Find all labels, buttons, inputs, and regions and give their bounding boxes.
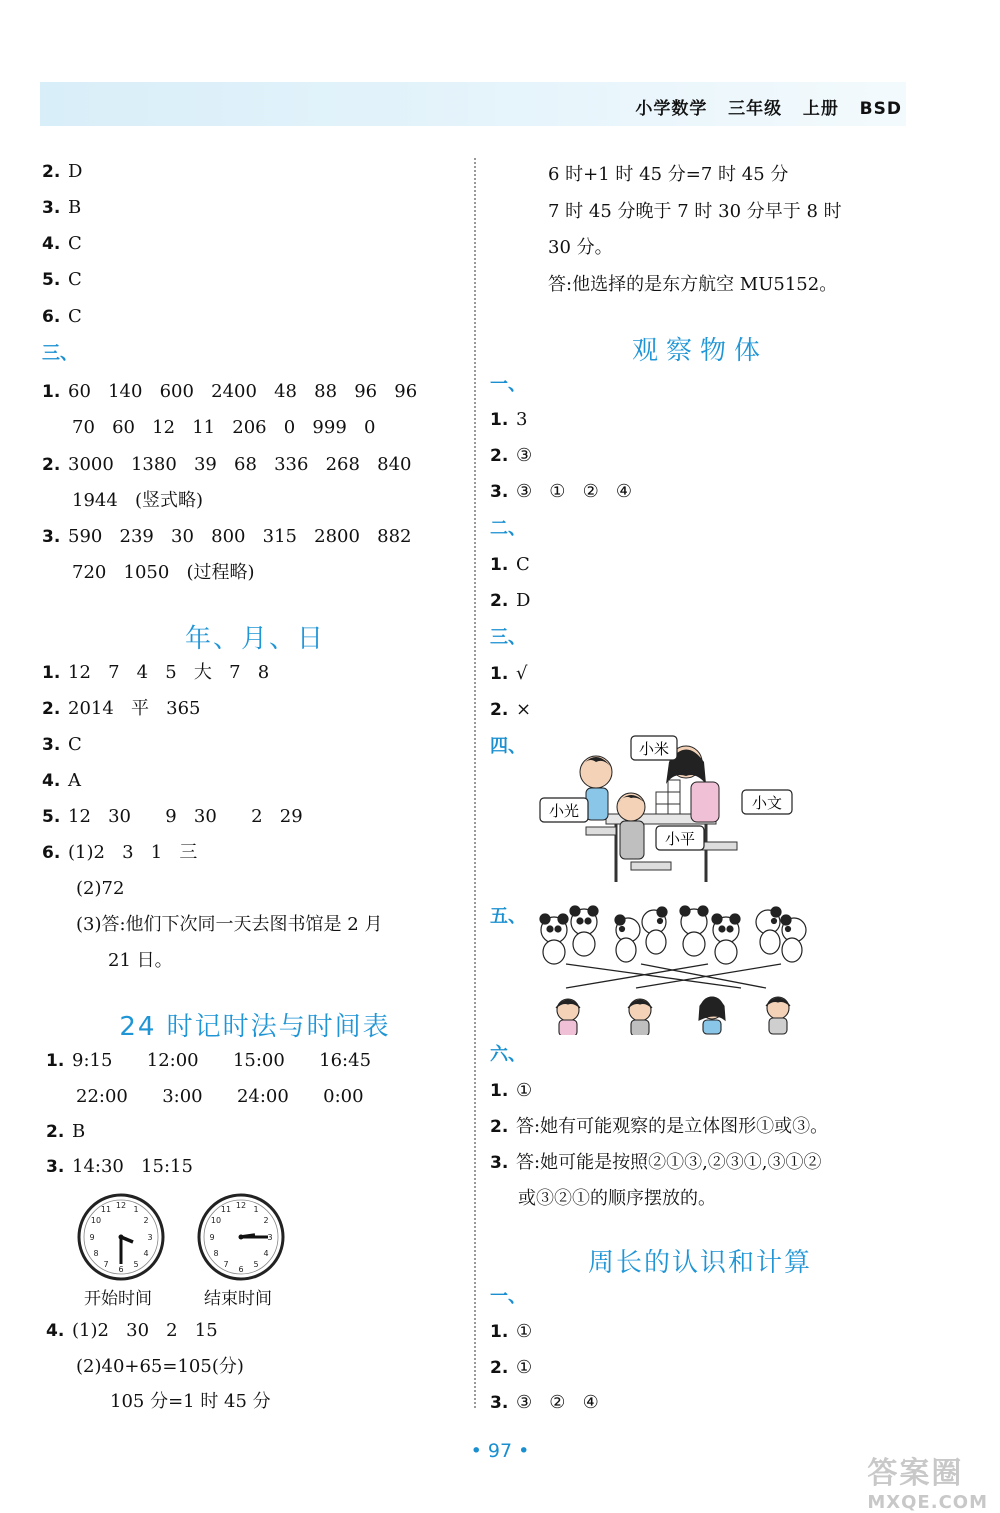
- answer-line: (2)72: [76, 878, 125, 899]
- label-xiaomi: 小米: [638, 740, 670, 758]
- answer-line: 2. ③: [490, 445, 533, 466]
- svg-text:12: 12: [115, 1201, 127, 1210]
- clock-start-label: 开始时间: [84, 1289, 152, 1309]
- answer-line: 2. D: [42, 161, 83, 182]
- svg-text:8: 8: [213, 1249, 219, 1258]
- svg-text:10: 10: [210, 1216, 222, 1225]
- svg-text:5: 5: [253, 1260, 259, 1269]
- answer-line: 30 分。: [548, 237, 613, 258]
- children-around-table-illustration: [536, 732, 806, 892]
- label-xiaoping: 小平: [664, 830, 696, 848]
- svg-text:2: 2: [263, 1216, 269, 1225]
- answer-line: 22:00 3:00 24:00 0:00: [76, 1086, 364, 1107]
- answer-line: 720 1050 (过程略): [72, 562, 255, 583]
- label-xiaowen: 小文: [751, 794, 783, 812]
- answer-line: 1. 3: [490, 409, 528, 430]
- section-title-24h: 24 时记时法与时间表: [119, 1012, 391, 1042]
- svg-text:1: 1: [133, 1205, 139, 1214]
- section-title-perimeter: 周长的认识和计算: [587, 1248, 812, 1278]
- section-marker: 一、: [490, 1286, 526, 1307]
- answer-line: 5. C: [42, 269, 82, 290]
- answer-line: 3. ③ ① ② ④: [490, 481, 633, 502]
- svg-text:7: 7: [223, 1260, 229, 1269]
- svg-text:10: 10: [90, 1216, 102, 1225]
- section-title-observe: 观察物体: [631, 336, 768, 366]
- svg-text:5: 5: [133, 1260, 139, 1269]
- svg-text:2: 2: [143, 1216, 149, 1225]
- answer-line: 6 时+1 时 45 分=7 时 45 分: [548, 164, 789, 185]
- svg-text:8: 8: [93, 1249, 99, 1258]
- answer-line: 2. D: [490, 590, 531, 611]
- answer-line: 1. 60 140 600 2400 48 88 96 96: [42, 381, 418, 402]
- svg-text:3: 3: [147, 1233, 153, 1242]
- answer-line: 6. C: [42, 306, 82, 327]
- answer-line: 3. 答:她可能是按照②①③,②③①,③①②: [490, 1152, 822, 1173]
- answer-line: 1. 12 7 4 5 大 7 8: [42, 662, 270, 683]
- section-marker: 三、: [42, 343, 78, 364]
- answer-line: 2. 2014 平 365: [42, 698, 201, 719]
- answer-line: 3. C: [42, 734, 82, 755]
- answer-line: 7 时 45 分晚于 7 时 30 分早于 8 时: [548, 201, 842, 222]
- answer-line: 答:他选择的是东方航空 MU5152。: [548, 274, 838, 295]
- answer-line: 1. ①: [490, 1080, 533, 1101]
- svg-text:6: 6: [118, 1265, 124, 1274]
- column-divider: [474, 158, 476, 1408]
- svg-text:6: 6: [238, 1265, 244, 1274]
- clock-end-label: 结束时间: [204, 1289, 272, 1309]
- svg-text:11: 11: [220, 1205, 232, 1214]
- svg-text:3: 3: [267, 1233, 273, 1242]
- svg-text:4: 4: [263, 1249, 269, 1258]
- panda-matching-illustration: [536, 900, 816, 1035]
- section-marker: 三、: [490, 627, 526, 648]
- clock-end-icon: [196, 1192, 286, 1282]
- answer-line: 1. ①: [490, 1321, 533, 1342]
- answer-line: 2. ①: [490, 1357, 533, 1378]
- answer-line: 3. B: [42, 197, 82, 218]
- svg-text:12: 12: [235, 1201, 247, 1210]
- answer-line: 4. A: [42, 770, 81, 791]
- page-number: • 97 •: [470, 1440, 530, 1462]
- answer-line: 5. 12 30 9 30 2 29: [42, 806, 303, 827]
- label-xiaoguang: 小光: [548, 802, 580, 820]
- section-marker: 五、: [490, 906, 526, 927]
- section-title-ymd: 年、月、日: [184, 624, 325, 654]
- answer-line: 或③②①的顺序摆放的。: [518, 1188, 716, 1209]
- svg-text:4: 4: [143, 1249, 149, 1258]
- answer-line: 3. 14:30 15:15: [46, 1156, 193, 1177]
- answer-line: 2. B: [46, 1121, 86, 1142]
- answer-line: 21 日。: [108, 950, 173, 971]
- section-marker: 六、: [490, 1044, 526, 1065]
- answer-line: 2. 答:她有可能观察的是立体图形①或③。: [490, 1116, 829, 1137]
- svg-text:11: 11: [100, 1205, 112, 1214]
- svg-text:7: 7: [103, 1260, 109, 1269]
- header-subject: 小学数学 三年级 上册 BSD: [635, 99, 902, 119]
- answer-line: 3. 590 239 30 800 315 2800 882: [42, 526, 412, 547]
- answer-line: 2. ×: [490, 699, 532, 720]
- watermark-logo: 答案圈 MXQE.COM: [867, 1456, 988, 1513]
- section-marker: 四、: [490, 736, 526, 757]
- answer-line: 2. 3000 1380 39 68 336 268 840: [42, 454, 412, 475]
- answer-line: 1944 (竖式略): [72, 490, 204, 511]
- svg-text:9: 9: [89, 1233, 95, 1242]
- answer-line: (3)答:他们下次同一天去图书馆是 2 月: [76, 914, 383, 935]
- clock-start-icon: [76, 1192, 166, 1282]
- answer-line: 3. ③ ② ④: [490, 1392, 599, 1413]
- answer-line: (2)40+65=105(分): [76, 1356, 244, 1377]
- answer-line: 70 60 12 11 206 0 999 0: [72, 417, 376, 438]
- answer-line: 1. √: [490, 663, 528, 684]
- answer-line: 1. 9:15 12:00 15:00 16:45: [46, 1050, 372, 1071]
- section-marker: 二、: [490, 518, 526, 539]
- svg-text:1: 1: [253, 1205, 259, 1214]
- answer-line: 4. (1)2 30 2 15: [46, 1320, 218, 1341]
- answer-line: 105 分=1 时 45 分: [110, 1391, 271, 1412]
- answer-line: 6. (1)2 3 1 三: [42, 842, 198, 863]
- svg-text:9: 9: [209, 1233, 215, 1242]
- answer-line: 1. C: [490, 554, 530, 575]
- answer-line: 4. C: [42, 233, 82, 254]
- section-marker: 一、: [490, 374, 526, 395]
